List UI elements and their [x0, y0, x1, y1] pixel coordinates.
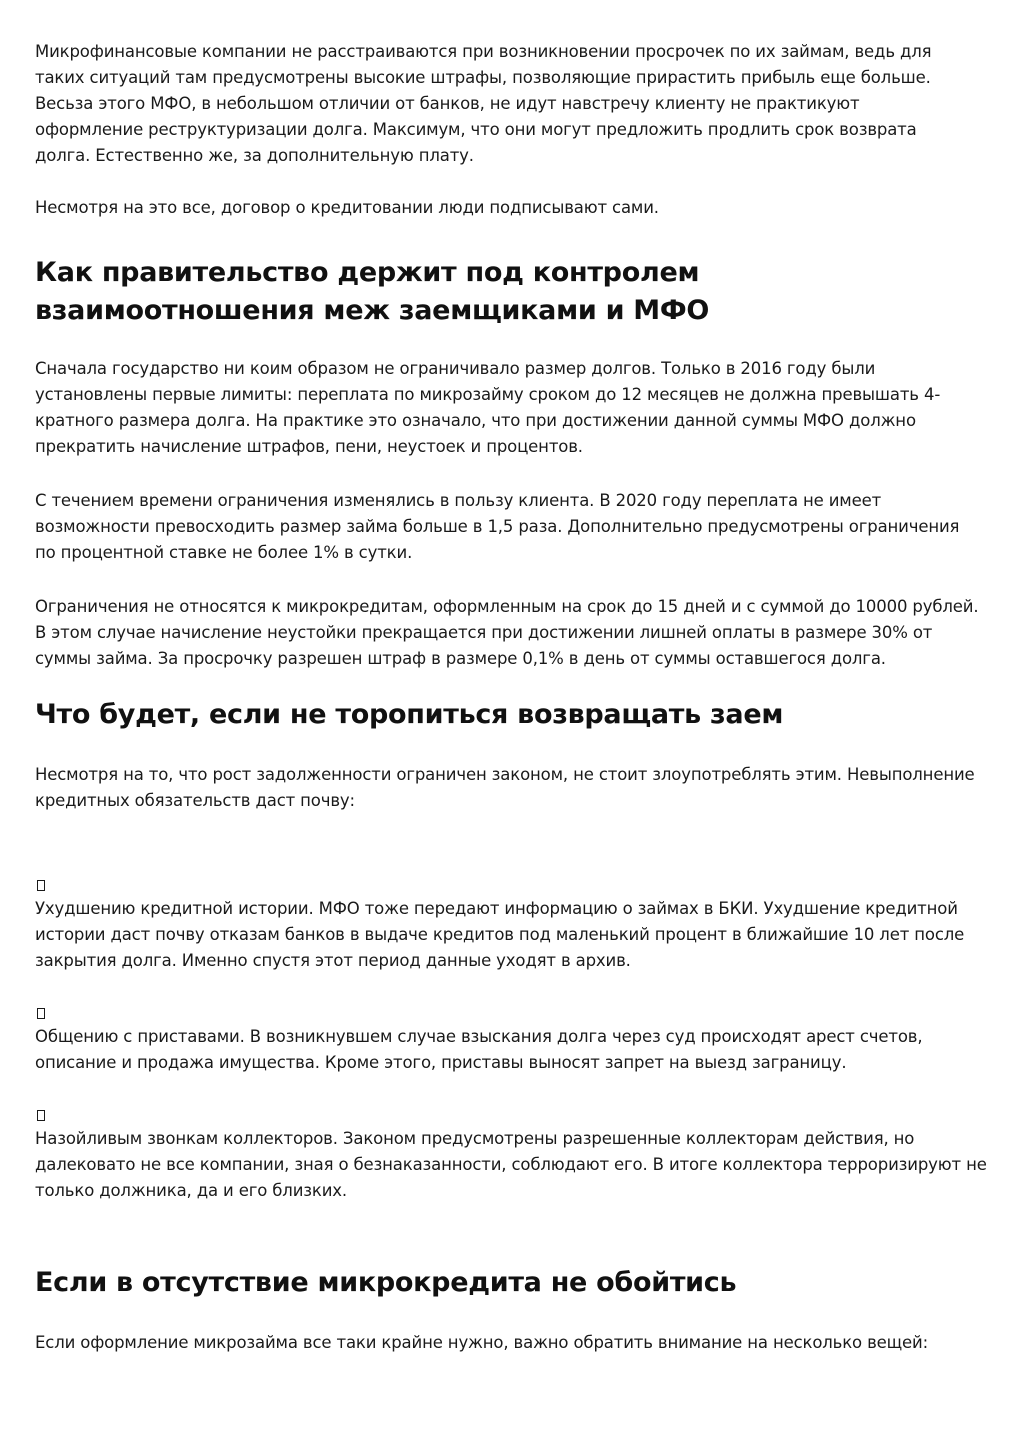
section-heading-if-needed: Если в отсутствие микрокредита не обойтись	[35, 1267, 737, 1298]
document-page	[35, 39, 995, 1356]
regulation-paragraph-1: Сначала государство ни коим образом не ограничивало размер долгов. Только в 2016 году были установлены первые лимиты: переплата по микрозайму сроком до 12 месяцев не должна превышать 4-кратного размера долга. На практике это означало, что при достижении данной суммы МФО должно прекратить начисление штрафов, пени, неустоек и процентов.	[35, 359, 941, 456]
missing-glyph-icon	[37, 880, 45, 891]
list-item-text: Общению с приставами. В возникнувшем случае взыскания долга через суд происходят арест счетов, описание и продажа имущества. Кроме этого, приставы выносят запрет на выезд заграницу.	[35, 1027, 923, 1072]
intro-paragraph-2: Несмотря на это все, договор о кредитовании люди подписывают сами.	[35, 198, 659, 217]
list-item-text: Назойливым звонкам коллекторов. Законом предусмотрены разрешенные коллекторам действия, но далековато не все компании, зная о безнаказанности, соблюдают его. В итоге коллектора терроризируют не только должника, да и его близких.	[35, 1129, 987, 1200]
section-heading-regulation: Как правительство держит под контролем взаимоотношения меж заемщиками и МФО	[35, 257, 709, 326]
consequences-list	[35, 880, 995, 1204]
missing-glyph-icon	[37, 1008, 45, 1019]
missing-glyph-icon	[37, 1110, 45, 1121]
consequences-paragraph-1: Несмотря на то, что рост задолженности ограничен законом, не стоит злоупотреблять этим. Невыполнение кредитных обязательств даст почву:	[35, 765, 975, 810]
if-needed-paragraph-1: Если оформление микрозайма все таки крайне нужно, важно обратить внимание на несколько вещей:	[35, 1333, 929, 1352]
regulation-paragraph-2: С течением времени ограничения изменялись в пользу клиента. В 2020 году переплата не имеет возможности превосходить размер займа больше в 1,5 раза. Дополнительно предусмотрены ограничения по процентной ставке не более 1% в сутки.	[35, 491, 960, 562]
regulation-paragraph-3: Ограничения не относятся к микрокредитам, оформленным на срок до 15 дней и с суммой до 10000 рублей. В этом случае начисление неустойки прекращается при достижении лишней оплаты в размере 30% от суммы займа. За просрочку разрешен штраф в размере 0,1% в день от суммы оставшегося долга.	[35, 597, 979, 668]
intro-paragraph-1: Микрофинансовые компании не расстраиваются при возникновении просрочек по их займам, ведь для таких ситуаций там предусмотрены высокие штрафы, позволяющие прирастить прибыль еще больше. Весьза этого МФО, в небольшом отличии от банков, не идут навстречу клиенту не практикуют оформление реструктуризации долга. Максимум, что они могут предложить продлить срок возврата долга. Естественно же, за дополнительную плату.	[35, 42, 932, 165]
section-heading-consequences: Что будет, если не торопиться возвращать заем	[35, 699, 784, 730]
list-item-text: Ухудшению кредитной истории. МФО тоже передают информацию о займах в БКИ. Ухудшение кредитной истории даст почву отказам банков в выдаче кредитов под маленький процент в ближайшие 10 лет после закрытия долга. Именно спустя этот период данные уходят в архив.	[35, 899, 965, 970]
list-item	[35, 1110, 995, 1204]
list-item	[35, 880, 995, 974]
list-item	[35, 1008, 995, 1076]
